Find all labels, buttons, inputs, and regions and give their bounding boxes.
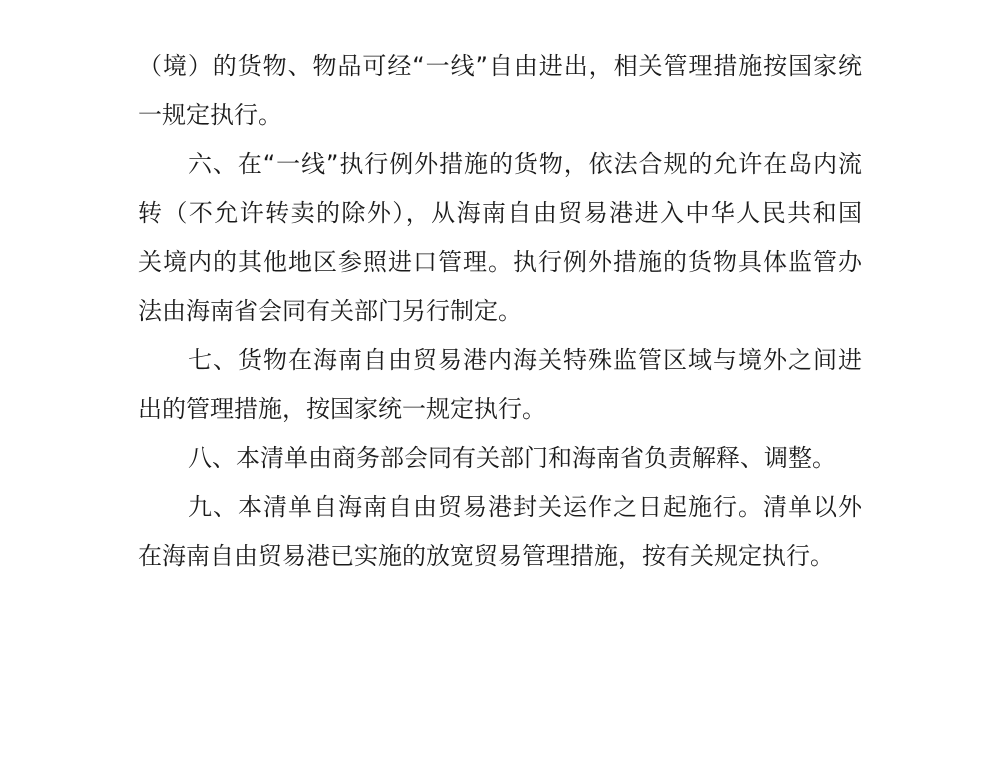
text-line: 一规定执行。	[138, 101, 282, 129]
paragraph-nine-line: 九、本清单自海南自由贸易港封关运作之日起施行。清单以外	[188, 493, 862, 521]
text-line: 转（不允许转卖的除外），从海南自由贸易港进入中华人民共和国	[138, 199, 862, 227]
text-line: （境）的货物、物品可经“一线”自由进出，相关管理措施按国家统	[138, 52, 862, 80]
text-line: 关境内的其他地区参照进口管理。执行例外措施的货物具体监管办	[138, 248, 862, 276]
text-line: 在海南自由贸易港已实施的放宽贸易管理措施，按有关规定执行。	[138, 542, 834, 570]
paragraph-six-line: 六、在“一线”执行例外措施的货物，依法合规的允许在岛内流	[188, 150, 862, 178]
paragraph-eight-line: 八、本清单由商务部会同有关部门和海南省负责解释、调整。	[188, 444, 836, 472]
paragraph-seven-line: 七、货物在海南自由贸易港内海关特殊监管区域与境外之间进	[188, 346, 862, 374]
text-line: 出的管理措施，按国家统一规定执行。	[138, 395, 546, 423]
text-line: 法由海南省会同有关部门另行制定。	[138, 297, 522, 325]
